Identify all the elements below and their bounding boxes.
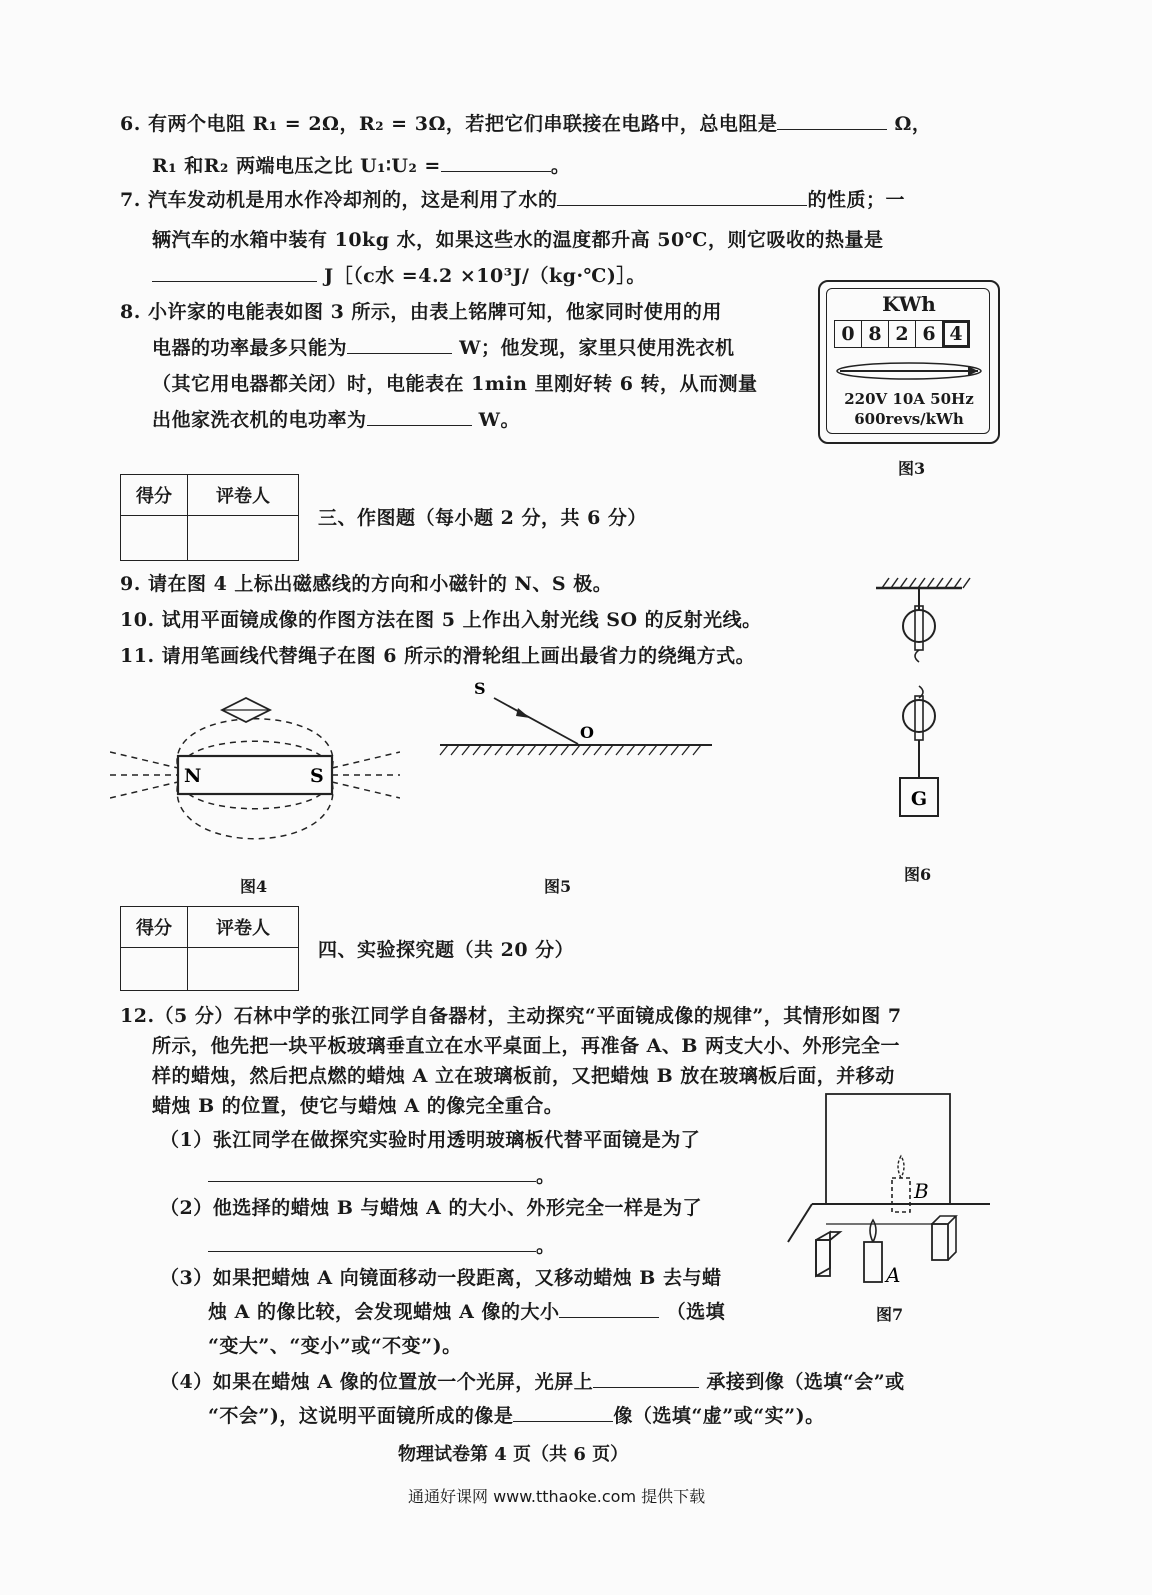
meter-digit: 2: [889, 321, 916, 347]
point-s-label: S: [474, 679, 486, 698]
candle-a: [864, 1242, 882, 1282]
q8-line3: （其它用电器都关闭）时，电能表在 1min 里刚好转 6 转，从而测量: [152, 373, 758, 395]
q6-line2-end: 。: [550, 155, 571, 177]
q6-text-b: Ω，: [894, 113, 932, 135]
q8-line2-a: 电器的功率最多只能为: [152, 337, 348, 359]
meter-spec1: 220V 10A 50Hz: [844, 390, 974, 408]
page-footer: 物理试卷第 4 页（共 6 页）: [398, 1444, 629, 1465]
q12-part1-end: 。: [536, 1165, 556, 1187]
q12-part4-line2: [208, 1402, 825, 1430]
q12-part2-end: 。: [536, 1235, 556, 1257]
q8-line4: [152, 406, 520, 434]
q8-line4-a: 出他家洗衣机的电功率为: [152, 409, 367, 431]
meter-digit: 0: [835, 321, 862, 347]
meter-digits: [834, 320, 970, 348]
point-o-label: O: [580, 723, 594, 742]
meter-disc-icon: [830, 356, 988, 386]
q6-blank-ratio[interactable]: [441, 153, 551, 172]
q12-blank-5[interactable]: [513, 1403, 613, 1422]
q12-part2: （2）他选择的蜡烛 B 与蜡烛 A 的大小、外形完全一样是为了: [160, 1197, 702, 1219]
figure-4-caption: 图4: [240, 877, 268, 896]
figure-3-meter: [818, 280, 1000, 444]
glass-plate: [826, 1094, 950, 1204]
score-header: 得分: [121, 907, 188, 948]
meter-digit: 6: [916, 321, 943, 347]
weight-g-label: G: [910, 788, 928, 810]
figure-7-caption: 图7: [876, 1305, 904, 1324]
section-4-title: 四、实验探究题（共 20 分）: [318, 939, 575, 961]
q8-blank-washer-power[interactable]: [367, 407, 472, 426]
q7-blank-property[interactable]: [557, 187, 807, 206]
q6-line2-text: R₁ 和R₂ 两端电压之比 U₁∶U₂ =: [152, 155, 441, 177]
q7-blank-heat[interactable]: [152, 263, 317, 282]
grader-cell[interactable]: [188, 516, 299, 561]
q7-line3-text: J［（c水 =4.2 ×10³J/（kg·℃)］。: [324, 265, 646, 287]
figure-6-caption: 图6: [904, 865, 932, 884]
magnet-n-label: N: [184, 765, 202, 787]
q12-part4-text: （4）如果在蜡烛 A 像的位置放一个光屏，光屏上: [160, 1371, 594, 1393]
q12-part1: （1）张江同学在做探究实验时用透明玻璃板代替平面镜是为了: [160, 1129, 701, 1151]
section-3-title: 三、作图题（每小题 2 分，共 6 分）: [318, 507, 647, 529]
q12-part4-line1: [160, 1368, 905, 1396]
q6-line1: [120, 110, 931, 138]
q7-line3: [152, 262, 646, 290]
meter-digit-last: 4: [943, 321, 969, 347]
candle-b: [892, 1178, 910, 1212]
figure-5-mirror: [430, 676, 720, 756]
q7-text-a: 7. 汽车发动机是用水作冷却剂的，这是利用了水的: [120, 189, 558, 211]
score-table-1: [120, 474, 299, 561]
q12-part3-option: （选填: [666, 1301, 726, 1323]
score-table-2: [120, 906, 299, 991]
q12-blank-2[interactable]: [208, 1233, 536, 1252]
figure-6-pulleys: [862, 568, 982, 838]
q12-line3: 样的蜡烛，然后把点燃的蜡烛 A 立在玻璃板前，又把蜡烛 B 放在玻璃板后面，并移动: [152, 1065, 895, 1087]
q8-blank-max-power[interactable]: [347, 335, 452, 354]
q12-part1-answer: [208, 1162, 556, 1190]
q7-text-b: 的性质；一: [807, 189, 905, 211]
figure-7-experiment: [786, 1092, 996, 1292]
q10-text: 10. 试用平面镜成像的作图方法在图 5 上作出入射光线 SO 的反射光线。: [120, 609, 762, 631]
score-cell[interactable]: [121, 948, 188, 991]
q12-blank-3[interactable]: [559, 1299, 659, 1318]
q12-part2-answer: [208, 1232, 556, 1260]
q8-line1: 8. 小许家的电能表如图 3 所示，由表上铭牌可知，他家同时使用的用: [120, 301, 722, 323]
q8-line4-b: W。: [478, 409, 520, 431]
q12-line1: 12.（5 分）石林中学的张江同学自备器材，主动探究“平面镜成像的规律”，其情形如图 7: [120, 1005, 902, 1027]
q12-part3-line2: [208, 1298, 725, 1326]
grader-header: 评卷人: [188, 475, 299, 516]
q8-line2-b: W；他发现，家里只使用洗衣机: [459, 337, 735, 359]
q8-line2: [152, 334, 734, 362]
q12-part4-option2: 像（选填“虚”或“实”)。: [613, 1405, 825, 1427]
q12-line4: 蜡烛 B 的位置，使它与蜡烛 A 的像完全重合。: [152, 1095, 564, 1117]
grader-cell[interactable]: [188, 948, 299, 991]
figure-4-magnet: [110, 690, 400, 870]
meter-unit: KWh: [882, 292, 936, 316]
q6-line2: [152, 152, 570, 180]
q6-blank-resistance[interactable]: [777, 111, 887, 130]
q7-line2: 辆汽车的水箱中装有 10kg 水，如果这些水的温度都升高 50℃，则它吸收的热量是: [152, 229, 884, 251]
q12-part4-option: 承接到像（选填“会”或: [706, 1371, 905, 1393]
grader-header: 评卷人: [188, 907, 299, 948]
q9-text: 9. 请在图 4 上标出磁感线的方向和小磁针的 N、S 极。: [120, 573, 613, 595]
site-credit: 通通好课网 www.tthaoke.com 提供下载: [408, 1487, 706, 1506]
q12-part4-text2: “不会”)，这说明平面镜所成的像是: [208, 1405, 514, 1427]
q12-line2: 所示，他先把一块平板玻璃垂直立在水平桌面上，再准备 A、B 两支大小、外形完全一: [152, 1035, 901, 1057]
score-cell[interactable]: [121, 516, 188, 561]
candle-b-label: B: [914, 1179, 929, 1203]
q12-blank-4[interactable]: [593, 1369, 699, 1388]
q12-part3-line3: “变大”、“变小”或“不变”)。: [208, 1335, 462, 1357]
fixed-pulley-icon: [903, 610, 935, 642]
support-right: [932, 1224, 948, 1260]
figure-3-caption: 图3: [898, 459, 926, 478]
q12-part3-text: 烛 A 的像比较，会发现蜡烛 A 像的大小: [208, 1301, 560, 1323]
meter-digit: 8: [862, 321, 889, 347]
candle-a-label: A: [886, 1263, 901, 1287]
q6-text-a: 6. 有两个电阻 R₁ = 2Ω，R₂ = 3Ω，若把它们串联接在电路中，总电阻是: [120, 113, 778, 135]
meter-spec2: 600revs/kWh: [854, 410, 964, 428]
movable-pulley-icon: [903, 700, 935, 732]
q11-text: 11. 请用笔画线代替绳子在图 6 所示的滑轮组上画出最省力的绕绳方式。: [120, 645, 756, 667]
q12-part3-line1: （3）如果把蜡烛 A 向镜面移动一段距离，又移动蜡烛 B 去与蜡: [160, 1267, 722, 1289]
q12-blank-1[interactable]: [208, 1163, 536, 1182]
figure-5-caption: 图5: [544, 877, 572, 896]
magnet-s-label: S: [310, 765, 324, 787]
score-header: 得分: [121, 475, 188, 516]
q7-line1: [120, 186, 905, 214]
support-left: [816, 1240, 830, 1276]
